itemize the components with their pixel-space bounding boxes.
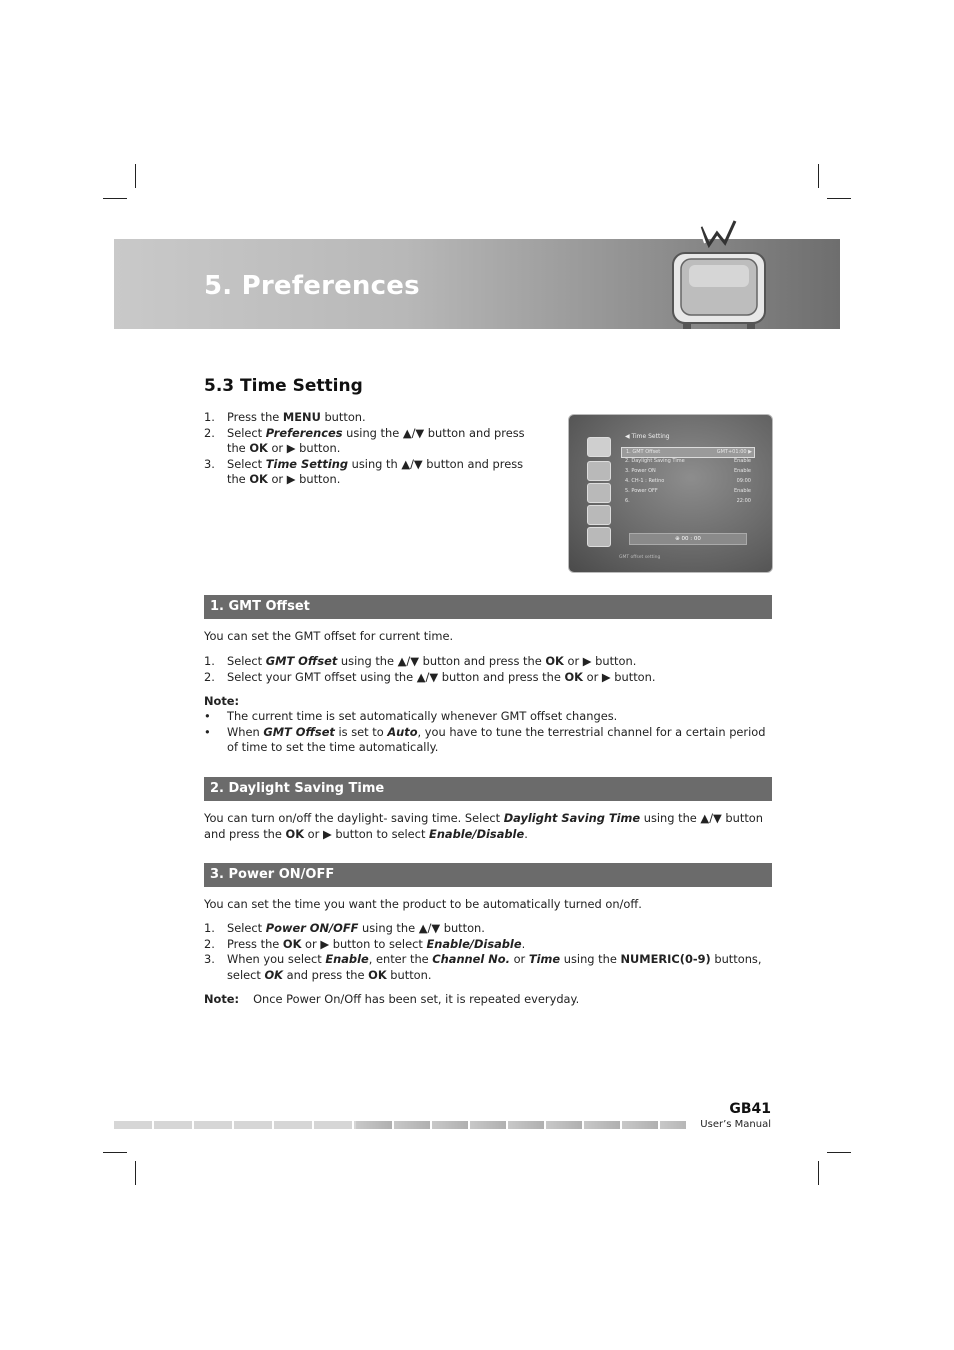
text-run: Press the — [227, 410, 283, 424]
menu-icon — [587, 505, 611, 525]
row-key: 6. — [625, 498, 630, 504]
crop-mark — [818, 164, 819, 188]
intro-steps — [204, 410, 544, 488]
crop-mark — [135, 1161, 136, 1185]
text-run: The current time is set automatically whenever GMT offset changes. — [227, 709, 618, 723]
crop-mark — [818, 1161, 819, 1185]
footer-bar — [114, 1121, 686, 1129]
text-run: Press the — [227, 936, 283, 951]
menu-icon — [587, 483, 611, 503]
screen-footer: GMT offset setting — [619, 555, 661, 560]
crop-mark — [103, 1152, 127, 1153]
list-item — [204, 921, 772, 937]
text-run: OK — [564, 669, 583, 684]
note-label: Note: — [204, 992, 240, 1006]
text-run: OK — [249, 441, 268, 455]
list-item — [204, 709, 772, 725]
text-run: . — [524, 826, 528, 841]
crop-mark — [135, 164, 136, 188]
text-run: . — [521, 936, 526, 951]
heading-text: 3. Power ON/OFF — [210, 867, 335, 882]
clock-value: 00 : 00 — [681, 536, 701, 542]
menu-icon — [587, 527, 611, 547]
item-marker: 3. — [204, 456, 215, 471]
list-item — [204, 937, 772, 953]
list-item — [204, 654, 772, 670]
menu-icon — [587, 437, 611, 457]
gmt-intro: You can set the GMT offset for current time. — [204, 629, 454, 643]
section-heading — [204, 863, 772, 887]
screen-row — [621, 457, 753, 466]
screen-row — [621, 487, 753, 496]
text-run: Preferences — [265, 425, 343, 440]
heading-text: 2. Daylight Saving Time — [210, 781, 385, 796]
text-run: , enter the — [368, 952, 433, 966]
text-run: Enable/Disable — [426, 936, 522, 951]
text-run: button. — [386, 967, 432, 982]
list-item — [204, 670, 772, 686]
power-note — [204, 992, 579, 1008]
text-run: MENU — [282, 410, 321, 424]
section-heading — [204, 595, 772, 619]
item-marker: 3. — [204, 952, 215, 966]
dst-text — [204, 811, 764, 842]
tv-icon — [669, 219, 769, 331]
text-run: Select — [227, 921, 266, 935]
row-key: 1. GMT Offset — [626, 449, 661, 455]
crop-mark — [827, 198, 851, 199]
row-value: 22:00 — [736, 498, 751, 504]
text-run: or — [509, 952, 529, 966]
note-label: Note: — [204, 694, 240, 708]
item-marker: 1. — [204, 410, 215, 424]
text-run: or ▶ button. — [267, 472, 341, 486]
row-key: 5. Power OFF — [625, 488, 658, 494]
heading-text: 1. GMT Offset — [210, 599, 310, 614]
text-run: Channel No. — [432, 952, 510, 966]
screen-row — [621, 497, 753, 506]
screen-clock: ⊕ 00 : 00 — [629, 533, 747, 545]
text-run: Select — [227, 456, 266, 471]
item-marker: 1. — [204, 654, 215, 668]
text-run: and press the — [282, 967, 369, 982]
text-run: OK — [285, 826, 305, 841]
text-run: Enable/Disable — [429, 826, 525, 841]
text-run: Select — [227, 425, 266, 440]
row-key: 3. Power ON — [625, 468, 656, 474]
text-run: Daylight Saving Time — [503, 811, 641, 825]
power-intro: You can set the time you want the product to be automatically turned on/off. — [204, 897, 642, 911]
section-heading — [204, 777, 772, 801]
text-run: OK — [368, 967, 387, 982]
page-number: GB41 — [729, 1101, 771, 1117]
text-run: NUMERIC(0-9) — [620, 952, 711, 966]
section-title: 5.3 Time Setting — [204, 376, 363, 396]
list-item — [204, 952, 772, 983]
text-run: You can turn on/off the daylight- saving time. Select — [204, 811, 504, 825]
text-run: or ▶ button to select — [304, 826, 430, 841]
row-key: 4. CH-1 : Retino — [625, 478, 665, 484]
item-marker: • — [204, 709, 211, 723]
manual-label: User’s Manual — [700, 1119, 771, 1130]
item-marker: • — [204, 724, 211, 739]
text-run: buttons, select — [227, 952, 762, 982]
screen-row — [621, 477, 753, 486]
text-run: or ▶ button. — [563, 654, 637, 668]
item-marker: 2. — [204, 425, 215, 440]
text-run: or ▶ button. — [583, 669, 656, 684]
time-setting-screenshot — [568, 414, 773, 573]
row-value: 09:00 — [736, 478, 751, 484]
text-run: using the ▲/▼ button and press the — [337, 654, 546, 668]
note-text: Once Power On/Off has been set, it is repeated everyday. — [253, 992, 580, 1006]
row-value: Enable — [733, 458, 751, 464]
text-run: or ▶ button. — [267, 441, 341, 455]
item-marker: 2. — [204, 669, 215, 684]
row-value: Enable — [733, 468, 751, 474]
menu-icon — [587, 461, 611, 481]
screen-title: ◀ Time Setting — [625, 433, 670, 440]
chapter-banner — [114, 239, 840, 329]
text-run: using the ▲/▼ button. — [358, 921, 485, 935]
crop-mark — [827, 1152, 851, 1153]
text-run: Auto — [387, 724, 418, 739]
text-run: Enable — [325, 952, 369, 966]
gmt-notes — [204, 709, 772, 756]
text-run: When — [227, 724, 264, 739]
text-run: using the ▲/▼ button and press the — [204, 811, 763, 841]
row-value: GMT+01:00 ▶ — [716, 449, 752, 455]
crop-mark — [103, 198, 127, 199]
text-run: is set to — [334, 724, 388, 739]
text-run: using the ▲/▼ button and press the — [227, 425, 525, 455]
text-run: OK — [282, 936, 302, 951]
list-item — [204, 457, 544, 488]
text-run: OK — [264, 967, 283, 982]
power-steps — [204, 921, 772, 983]
text-run: Time Setting — [265, 456, 348, 471]
text-run: or ▶ button to select — [301, 936, 427, 951]
text-run: Select — [227, 654, 266, 668]
item-marker: 1. — [204, 921, 215, 935]
text-run: button. — [320, 410, 366, 424]
text-run: Select your GMT offset using the ▲/▼ button and press the — [227, 669, 565, 684]
chapter-title: 5. Preferences — [204, 271, 420, 301]
text-run: Power ON/OFF — [265, 921, 359, 935]
list-item — [204, 426, 544, 457]
text-run: GMT Offset — [265, 654, 338, 668]
gmt-steps — [204, 654, 772, 685]
item-marker: 2. — [204, 936, 215, 951]
list-item — [204, 725, 772, 756]
text-run: Time — [528, 952, 561, 966]
text-run: using th ▲/▼ button and press the — [227, 456, 524, 486]
text-run: OK — [545, 654, 564, 668]
text-run: GMT Offset — [263, 724, 335, 739]
text-run: , you have to tune the terrestrial channel for a certain period of time to set the time automatically. — [227, 724, 766, 754]
text-run: OK — [249, 472, 268, 486]
screen-row — [621, 467, 753, 476]
text-run: using the — [560, 952, 621, 966]
row-value: Enable — [733, 488, 751, 494]
row-key: 2. Daylight Saving Time — [625, 458, 685, 464]
text-run: When you select — [227, 952, 326, 966]
list-item — [204, 410, 544, 426]
